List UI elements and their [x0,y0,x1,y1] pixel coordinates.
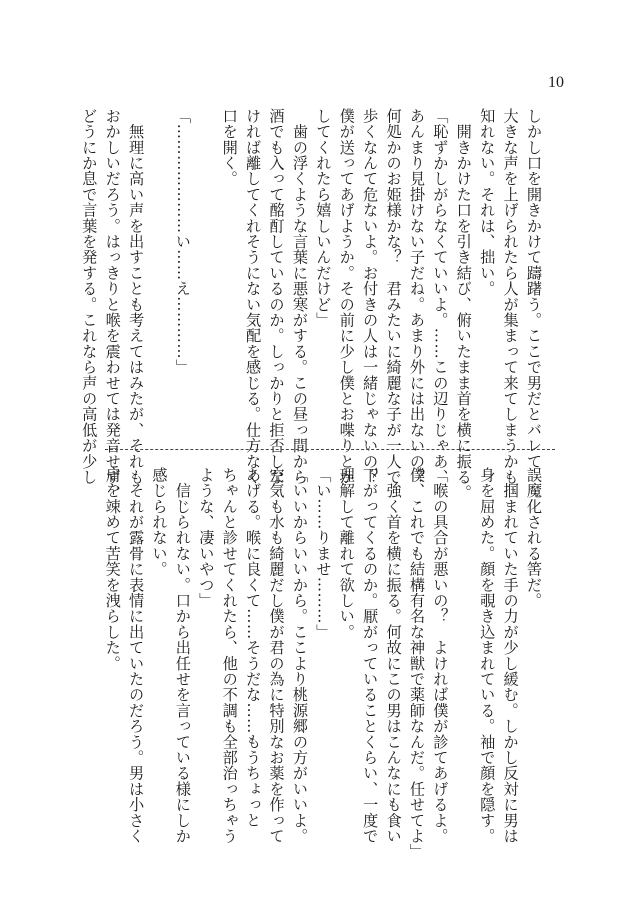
text-line: おかしいだろう。はっきりと喉を震わせては発音せず、 [103,108,122,501]
text-line [451,467,474,797]
text-line: ちゃんと診せてくれたら、他の不調も全部治っちゃう [220,467,239,844]
text-line: 下がってくるのか。厭がっていることくらい、一度で [361,467,380,844]
text-line: 大きな声を上げられたら人が集まって来てしまうかも [501,108,520,485]
text-line: 開きかけた口を引き結び、俯いたまま首を横に振る。 [454,108,473,501]
text-line: 知れない。それは、拙い。 [478,108,497,297]
text-line: ような、凄いやつ」 [197,467,216,609]
text-line: 身を屈めた。顔を覗き込まれている。袖で顔を隠す。 [478,467,497,844]
text-line: 僕、これでも結構有名な神獣で薬師なんだ。任せてよ」 [407,467,426,860]
text-line: 何処かのお姫様かな？ 君みたいに綺麗な子が一人で [384,108,403,485]
text-line: 「恥ずかしがらなくていいよ。……この辺りじゃあ、 [431,108,450,485]
text-line: ければ離してくれそうにない気配を感じる。仕方なく [244,108,263,485]
text-line: 空気も水も綺麗だし僕が君の為に特別なお薬を作って [267,467,286,844]
lower-text-block [100,467,545,860]
text-line: 掴まれていた手の力が少し緩む。しかし反対に男は [501,467,520,844]
text-line: 「喉の具合が悪いの？ よければ僕が診てあげるよ。 [431,467,450,844]
text-line [194,108,217,428]
text-line: しかし口を開きかけて躊躇う。ここで男だとバレて [525,108,543,470]
page-number: 10 [548,74,564,91]
upper-text-block [77,108,545,501]
text-line: 酒でも入って酩酊しているのか。しっかりと拒否しな [267,108,286,485]
text-line: 「…………………い……え…………」 [173,108,192,375]
text-line: 強く首を横に振る。何故にこの男はこんなにも食い [384,467,403,844]
text-line: 信じられない。口から出任せを言っている様にしか [173,467,192,844]
text-line: 歯の浮くような言葉に悪寒がする。この昼っ間から [290,108,309,485]
text-line [147,108,170,428]
text-line: それが露骨に表情に出ていたのだろう。男は小さく [127,467,146,844]
text-line: 感じられない。 [150,467,169,577]
section-divider [105,449,555,450]
text-line: あげる。喉に良くて……そうだな……もうちょっと [244,467,263,829]
text-line: あんまり見掛けない子だね。あまり外には出ないの？ [407,108,426,485]
text-line: 歩くなんて危ないよ。お付きの人は一緒じゃないの？ [361,108,380,485]
text-line: してくれたら嬉しいんだけど」 [314,108,333,328]
text-line: 誤魔化される筈だ。 [525,467,543,609]
text-line: 肩を竦めて苦笑を洩らした。 [103,467,122,672]
text-line: 僕が送ってあげようか。その前に少し僕とお喋りとか [337,108,356,485]
text-line: どうにか息で言葉を発する。これなら声の高低が少し [80,108,99,485]
text-line: 「いいからいいから。ここより桃源郷の方がいいよ。 [290,467,309,844]
text-line: 口を開く。 [220,108,239,187]
text-line: 無理に高い声を出すことも考えてはみたが、それも [127,108,146,485]
text-line: 「い……りませ………」 [314,467,333,640]
text-line: 理解して離れて欲しい。 [337,467,356,640]
